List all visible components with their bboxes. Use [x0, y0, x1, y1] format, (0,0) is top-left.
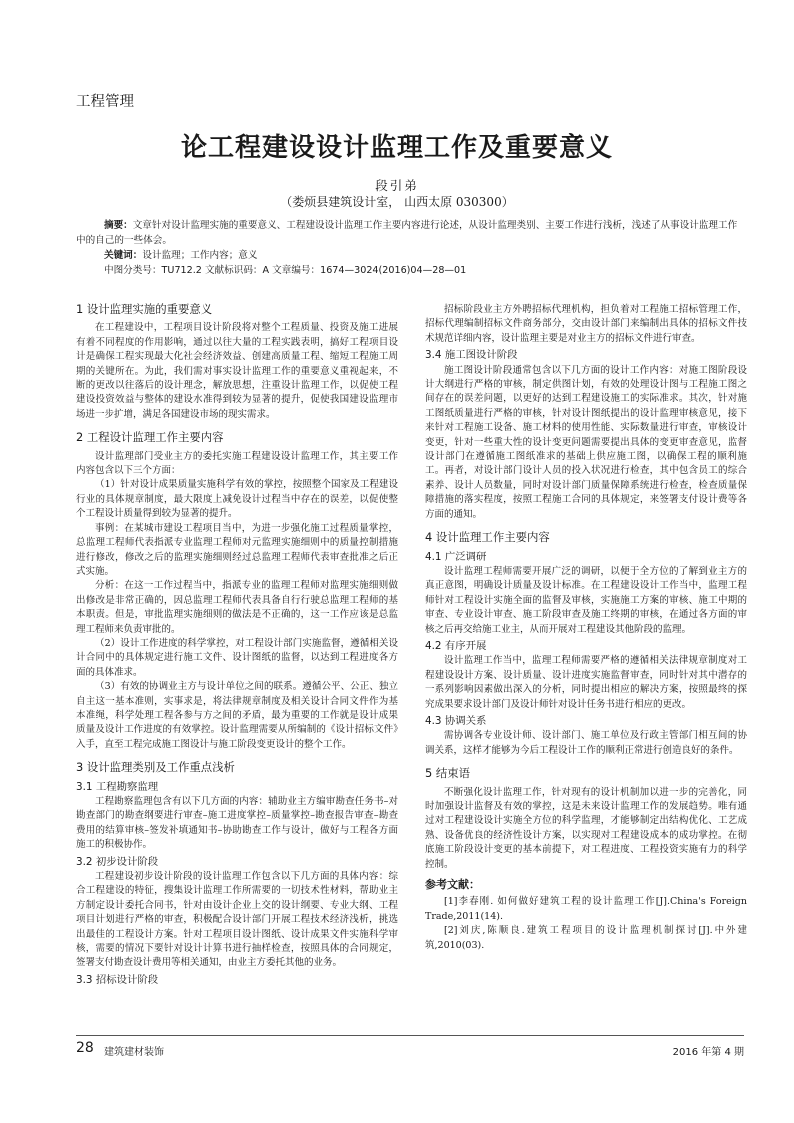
- section-heading: 2 工程设计监理工作主要内容: [76, 430, 224, 445]
- author-affiliation: （娄烦县建筑设计室， 山西太原 030300）: [280, 195, 514, 209]
- references-heading: 参考文献：: [425, 878, 480, 892]
- abstract-text: 文章针对设计监理实施的重要意义、工程建设设计监理工作主要内容进行论述，从设计监理类别、主要工作进行浅析，浅述了从事设计监理工作中的自己的一些体会。: [76, 220, 738, 246]
- paragraph: 设计监理工程师需要开展广泛的调研，以便于全方位的了解到业主方的真正意图，明确设计质量及设计标准。在工程建设设计工作当中，监理工程师针对工程设计实施全面的监督及审核，实施施工方案的审核、施工中期的审查、专业设计审查、施工阶段审查及施工终期的审核，在通过各方面的审核之后再交给施工业主，从而开展对工程建设其他阶段的监理。: [425, 565, 747, 635]
- subsection-heading: 3.2 初步设计阶段: [76, 855, 159, 868]
- paragraph: 工程勘察监理包含有以下几方面的内容：辅助业主方编审勘查任务书–对勘查部门的勘查纲要进行审查–施工进度掌控–质量掌控–勘查报告审查–勘查费用的结算审核–签发补填通知书–协助勘查工作与设计，做好与工程各方面施工的积极协作。: [76, 796, 398, 851]
- keywords: [76, 248, 744, 263]
- paragraph: 在工程建设中，工程项目设计阶段将对整个工程质量、投资及施工进展有着不同程度的作用影响，通过以往大量的工程实践表明，搞好工程项目设计是确保工程实现最大化社会经济效益、创建高质量工程、缩短工程施工周期的关键所在。为此，我们需对事实设计监理工作的重要意义重视起来，不断的更改以往落后的设计理念，解放思想，注重设计监理工作，以促使工程建设投资效益与整体的建设水准得到较为显著的提升，促使我国建设监理市场进一步扩增，满足各国建设市场的现实需求。: [76, 322, 398, 420]
- paragraph: （2）设计工作进度的科学掌控，对工程设计部门实施监督，遵循相关设计合同中的具体规定进行施工文件、设计图纸的监督，以达到工程进度各方面的具体准求。: [76, 637, 398, 678]
- keywords-label: 关键词：: [104, 250, 143, 261]
- paragraph: 不断强化设计监理工作，针对现有的设计机制加以进一步的完善化，同时加强设计监督及有效的掌控，这是未来设计监理工作的发展趋势。唯有通过对工程建设设计实施全方位的科学监理，才能够制定出结构优化、工艺成熟、设备优良的经济性设计方案，以实现对工程建设成本的成功掌控。在彻底施工阶段设计变更的基本前提下，对工程进度、工程投资实施有力的科学控制。: [425, 786, 747, 870]
- journal-name: 建筑建材装饰: [104, 1047, 164, 1058]
- paragraph: 需协调各专业设计师、设计部门、施工单位及行政主管部门相互间的协调关系，这样才能够为今后工程设计工作的顺利正常进行创造良好的条件。: [425, 730, 747, 756]
- page-number: 28: [76, 1040, 94, 1056]
- subsection-heading: 3.3 招标设计阶段: [76, 973, 159, 986]
- paragraph: 事例：在某城市建设工程项目当中，为进一步强化施工过程质量掌控，总监理工程师代表指派专业监理工程师对元监理实施细则中的质量控制措施进行修改，修改之后的监理实施细则经过总监理工程师代表审查批准之后正式实施。: [76, 522, 398, 577]
- paragraph: 设计监理工作当中，监理工程师需要严格的遵循相关法律规章制度对工程建设设计方案、设计质量、设计进度实施监督审查，同时针对其中潜存的一系列影响因素做出深入的分析，同时提出相应的解决方案，按照最终的探究成果要求设计部门及设计师针对设计任务书进行相应的更改。: [425, 655, 747, 710]
- section-heading: 1 设计监理实施的重要意义: [76, 302, 213, 316]
- abstract: [76, 218, 744, 248]
- subsection-heading: 4.1 广泛调研: [425, 550, 487, 563]
- left-column: [76, 302, 398, 988]
- footer-divider: [76, 1035, 744, 1036]
- paragraph: （1）针对设计成果质量实施科学有效的掌控，按照整个国家及工程建设行业的具体规章制度，最大限度上减免设计过程当中存在的误差，以促使整个工程设计质量得到较为显著的提升。: [76, 479, 398, 520]
- paragraph: 设计监理部门受业主方的委托实施工程建设设计监理工作，其主要工作内容包含以下三个方面：: [76, 450, 398, 477]
- section-heading: 5 结束语: [425, 766, 471, 781]
- paragraph: （3）有效的协调业主方与设计单位之间的联系。遵循公平、公正、独立自主这一基本准则，实事求是，将法律规章制度及相关设计合同文件作为基本准绳，科学处理工程各参与方之间的矛盾，最为重要的工作就是设计成果质量及设计工作进度的有效掌控。设计监理需要从所编制的《设计招标文件》入手，直至工程完成施工图设计与施工阶段变更设计的整个工作。: [76, 681, 398, 750]
- reference-item: [1]李春刚. 如何做好建筑工程的设计监理工作[J].China's Foreign Trade,2011(14).: [425, 896, 747, 922]
- author-name: 段引弟: [375, 178, 419, 193]
- right-column: [425, 303, 747, 953]
- section-label: 工程管理: [76, 94, 134, 110]
- paragraph: 施工图设计阶段通常包含以下几方面的设计工作内容：对施工图阶段设计大纲进行严格的审核，制定供图计划，有效的处理设计图与工程施工图之间存在的误差问题，以更好的达到工程建设施工的实际准求。其次，针对施工图纸质量进行严格的审核，针对设计图纸提出的设计监理审核意见，接下来针对工程施工设备、施工材料的使用性能、实际数量进行审查，审核设计变更，针对一些重大性的设计变更问题需要提出具体的变更审查意见，监督设计部门在遵循施工图纸准求的基础上供应施工图，以确保工程的顺利施工。再者，对设计部门设计人员的投入状况进行检查，其中包含员工的综合素养、设计人员数量，同时对设计部门质量保障系统进行检查，检查质量保障措施的落实程度，按照工程施工合同的具体规定，来签署支付设计费等各方面的通知。: [425, 364, 747, 520]
- paragraph: 分析：在这一工作过程当中，指派专业的监理工程师对监理实施细则做出修改是非常正确的，因总监理工程师代表具备自行行驶总监理工程师的基本职责。但是，审批监理实施细则的做法是不正确的，这一工作应该是总监理工程师来负责审批的。: [76, 580, 398, 635]
- abstract-label: 摘要：: [104, 220, 133, 231]
- section-heading: 3 设计监理类别及工作重点浅析: [76, 760, 235, 775]
- section-heading: 4 设计监理工作主要内容: [425, 530, 550, 545]
- paragraph: 招标阶段业主方外聘招标代理机构，担负着对工程施工招标管理工作，招标代理编制招标文件商务部分，交由设计部门来编制出具体的招标文件技术规范详细内容，设计监理主要是对业主方的招标文件进行审查。: [425, 304, 747, 344]
- paragraph: 工程建设初步设计阶段的设计监理工作包含以下几方面的具体内容：综合工程建设的特征，搜集设计监理工作所需要的一切技术性材料，帮助业主方制定设计委托合同书，针对由设计企业上交的设计纲要、专业大纲、工程项目计划进行严格的审查，积极配合设计部门开展工程技术经济浅析，挑选出最佳的工程设计方案。针对工程项目设计图纸、设计成果文件实施科学审核，需要的情况下要针对设计计算书进行抽样检查，按照具体的合同规定，签署支付勘查设计费用等相关通知，由业主方委托其他的业务。: [76, 871, 398, 969]
- subsection-heading: 3.4 施工图设计阶段: [425, 349, 518, 362]
- journal-issue: 2016 年第 4 期: [672, 1047, 744, 1058]
- reference-item: [2]刘庆,陈顺良.建筑工程项目的设计监理机制探讨[J].中外建筑,2010(03).: [425, 925, 747, 951]
- article-title: 论工程建设设计监理工作及重要意义: [180, 133, 613, 163]
- classification-line: 中图分类号：TU712.2 文献标识码：A 文章编号：1674—3024(2016)04—28—01: [104, 265, 467, 276]
- abstract-block: [76, 218, 744, 278]
- subsection-heading: 4.3 协调关系: [425, 714, 487, 727]
- subsection-heading: 4.2 有序开展: [425, 639, 487, 652]
- keywords-text: 设计监理；工作内容；意义: [142, 250, 258, 261]
- subsection-heading: 3.1 工程勘察监理: [76, 780, 159, 793]
